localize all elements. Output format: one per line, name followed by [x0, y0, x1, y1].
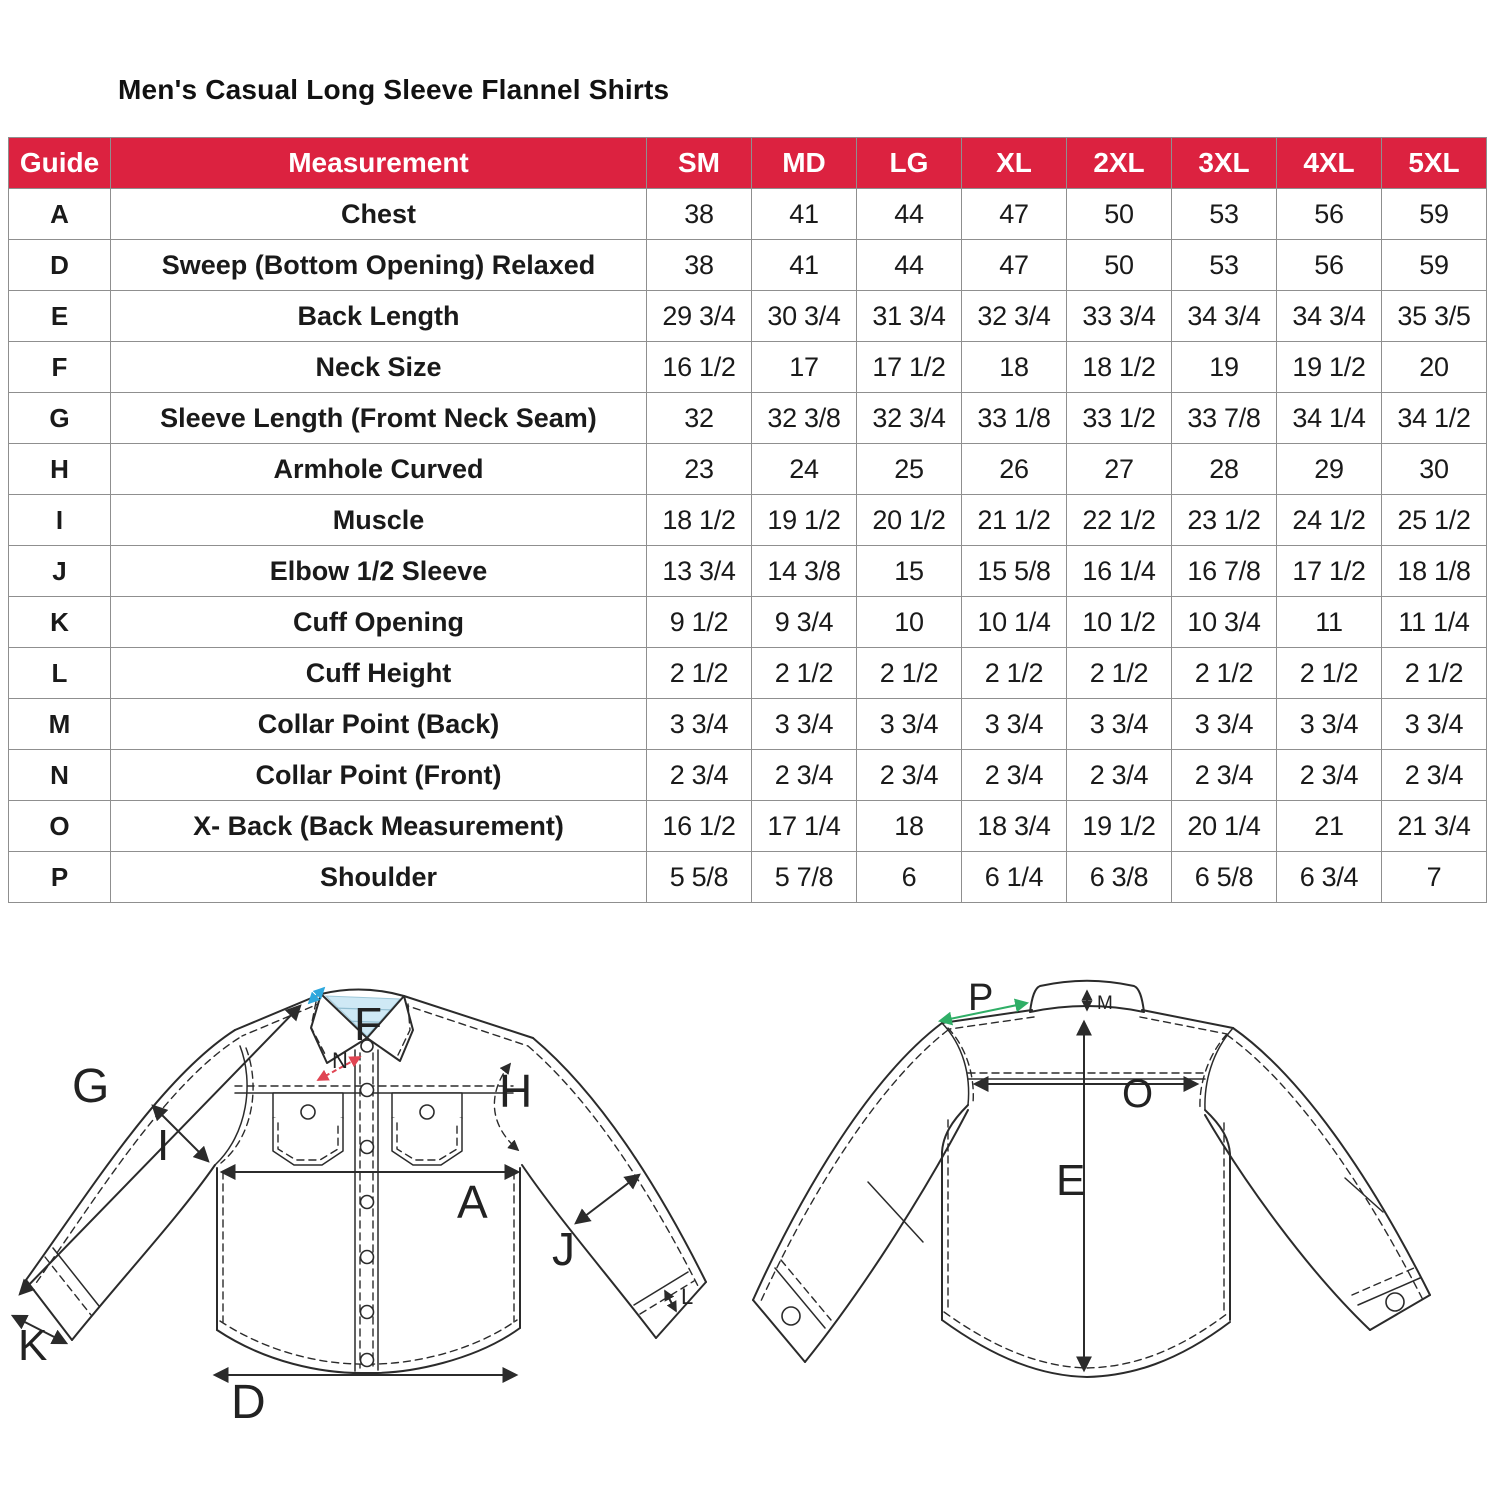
measurement-cell: X- Back (Back Measurement) [111, 801, 647, 852]
value-cell: 17 1/4 [752, 801, 857, 852]
table-body [9, 189, 1487, 903]
table-row [9, 699, 1487, 750]
value-cell: 2 1/2 [1172, 648, 1277, 699]
value-cell: 29 3/4 [647, 291, 752, 342]
value-cell: 33 7/8 [1172, 393, 1277, 444]
header-cell: XL [962, 138, 1067, 189]
value-cell: 2 1/2 [1382, 648, 1487, 699]
value-cell: 10 1/4 [962, 597, 1067, 648]
back-shirt-drawing [753, 977, 1430, 1377]
value-cell: 3 3/4 [1382, 699, 1487, 750]
value-cell: 18 1/2 [647, 495, 752, 546]
value-cell: 21 [1277, 801, 1382, 852]
value-cell: 34 3/4 [1277, 291, 1382, 342]
label-h: H [499, 1065, 533, 1117]
value-cell: 59 [1382, 189, 1487, 240]
label-f: F [353, 998, 383, 1050]
value-cell: 2 1/2 [1277, 648, 1382, 699]
value-cell: 10 1/2 [1067, 597, 1172, 648]
value-cell: 2 1/2 [962, 648, 1067, 699]
value-cell: 19 [1172, 342, 1277, 393]
table-row [9, 750, 1487, 801]
arrow-j [576, 1175, 639, 1223]
guide-cell: M [9, 699, 111, 750]
label-o: O [1122, 1072, 1154, 1116]
measurement-cell: Muscle [111, 495, 647, 546]
value-cell: 30 3/4 [752, 291, 857, 342]
guide-cell: H [9, 444, 111, 495]
value-cell: 17 1/2 [857, 342, 962, 393]
value-cell: 3 3/4 [857, 699, 962, 750]
header-cell: 5XL [1382, 138, 1487, 189]
measurement-cell: Sweep (Bottom Opening) Relaxed [111, 240, 647, 291]
label-l: L [681, 1284, 694, 1309]
value-cell: 10 3/4 [1172, 597, 1277, 648]
front-shirt-drawing [13, 988, 706, 1429]
value-cell: 14 3/8 [752, 546, 857, 597]
measurement-cell: Shoulder [111, 852, 647, 903]
measurement-cell: Chest [111, 189, 647, 240]
value-cell: 5 5/8 [647, 852, 752, 903]
value-cell: 20 [1382, 342, 1487, 393]
value-cell: 9 1/2 [647, 597, 752, 648]
value-cell: 16 1/4 [1067, 546, 1172, 597]
label-d: D [231, 1376, 266, 1429]
value-cell: 6 5/8 [1172, 852, 1277, 903]
value-cell: 59 [1382, 240, 1487, 291]
header-cell: 4XL [1277, 138, 1382, 189]
value-cell: 5 7/8 [752, 852, 857, 903]
label-j: J [552, 1223, 575, 1275]
value-cell: 29 [1277, 444, 1382, 495]
header-cell: LG [857, 138, 962, 189]
guide-cell: E [9, 291, 111, 342]
value-cell: 25 [857, 444, 962, 495]
guide-cell: J [9, 546, 111, 597]
value-cell: 30 [1382, 444, 1487, 495]
guide-cell: D [9, 240, 111, 291]
value-cell: 10 [857, 597, 962, 648]
value-cell: 34 1/2 [1382, 393, 1487, 444]
value-cell: 38 [647, 240, 752, 291]
label-p: P [968, 977, 994, 1019]
measurement-cell: Elbow 1/2 Sleeve [111, 546, 647, 597]
value-cell: 32 3/8 [752, 393, 857, 444]
guide-cell: I [9, 495, 111, 546]
table-header [9, 138, 1487, 189]
guide-cell: O [9, 801, 111, 852]
value-cell: 9 3/4 [752, 597, 857, 648]
value-cell: 15 [857, 546, 962, 597]
value-cell: 2 1/2 [752, 648, 857, 699]
value-cell: 38 [647, 189, 752, 240]
table-row [9, 393, 1487, 444]
value-cell: 32 3/4 [857, 393, 962, 444]
value-cell: 18 1/8 [1382, 546, 1487, 597]
value-cell: 15 5/8 [962, 546, 1067, 597]
value-cell: 16 1/2 [647, 801, 752, 852]
front-shirt-diagram [10, 950, 720, 1490]
size-table [8, 137, 1487, 903]
value-cell: 47 [962, 189, 1067, 240]
value-cell: 2 1/2 [857, 648, 962, 699]
value-cell: 35 3/5 [1382, 291, 1487, 342]
arrow-l [665, 1291, 676, 1311]
measurement-cell: Neck Size [111, 342, 647, 393]
guide-cell: P [9, 852, 111, 903]
value-cell: 32 [647, 393, 752, 444]
measurement-cell: Collar Point (Back) [111, 699, 647, 750]
value-cell: 2 1/2 [1067, 648, 1172, 699]
value-cell: 2 3/4 [752, 750, 857, 801]
value-cell: 33 1/2 [1067, 393, 1172, 444]
measurement-cell: Cuff Height [111, 648, 647, 699]
header-cell: 2XL [1067, 138, 1172, 189]
value-cell: 56 [1277, 189, 1382, 240]
header-cell: 3XL [1172, 138, 1277, 189]
header-cell: MD [752, 138, 857, 189]
value-cell: 3 3/4 [962, 699, 1067, 750]
value-cell: 11 1/4 [1382, 597, 1487, 648]
header-cell: Measurement [111, 138, 647, 189]
value-cell: 11 [1277, 597, 1382, 648]
value-cell: 28 [1172, 444, 1277, 495]
table-row [9, 546, 1487, 597]
table-row [9, 495, 1487, 546]
value-cell: 6 1/4 [962, 852, 1067, 903]
value-cell: 18 [857, 801, 962, 852]
value-cell: 31 3/4 [857, 291, 962, 342]
value-cell: 16 1/2 [647, 342, 752, 393]
measurement-cell: Back Length [111, 291, 647, 342]
page-title: Men's Casual Long Sleeve Flannel Shirts [118, 74, 670, 105]
value-cell: 56 [1277, 240, 1382, 291]
value-cell: 19 1/2 [1277, 342, 1382, 393]
value-cell: 19 1/2 [1067, 801, 1172, 852]
guide-cell: K [9, 597, 111, 648]
value-cell: 2 1/2 [647, 648, 752, 699]
value-cell: 13 3/4 [647, 546, 752, 597]
value-cell: 26 [962, 444, 1067, 495]
value-cell: 2 3/4 [1172, 750, 1277, 801]
measurement-cell: Collar Point (Front) [111, 750, 647, 801]
label-e: E [1056, 1156, 1086, 1205]
guide-cell: L [9, 648, 111, 699]
value-cell: 6 3/4 [1277, 852, 1382, 903]
value-cell: 3 3/4 [1067, 699, 1172, 750]
measurement-cell: Armhole Curved [111, 444, 647, 495]
value-cell: 17 1/2 [1277, 546, 1382, 597]
value-cell: 17 [752, 342, 857, 393]
table-row [9, 444, 1487, 495]
measurement-cell: Sleeve Length (Fromt Neck Seam) [111, 393, 647, 444]
guide-cell: N [9, 750, 111, 801]
value-cell: 3 3/4 [1277, 699, 1382, 750]
value-cell: 2 3/4 [962, 750, 1067, 801]
value-cell: 21 1/2 [962, 495, 1067, 546]
value-cell: 53 [1172, 189, 1277, 240]
value-cell: 27 [1067, 444, 1172, 495]
guide-cell: A [9, 189, 111, 240]
value-cell: 47 [962, 240, 1067, 291]
value-cell: 3 3/4 [647, 699, 752, 750]
table-row [9, 852, 1487, 903]
value-cell: 23 [647, 444, 752, 495]
label-a: A [457, 1176, 488, 1228]
table-row [9, 342, 1487, 393]
value-cell: 6 3/8 [1067, 852, 1172, 903]
table-row [9, 291, 1487, 342]
value-cell: 34 3/4 [1172, 291, 1277, 342]
value-cell: 2 3/4 [1277, 750, 1382, 801]
value-cell: 50 [1067, 189, 1172, 240]
value-cell: 7 [1382, 852, 1487, 903]
value-cell: 2 3/4 [1382, 750, 1487, 801]
value-cell: 50 [1067, 240, 1172, 291]
table-row [9, 597, 1487, 648]
value-cell: 33 1/8 [962, 393, 1067, 444]
value-cell: 18 3/4 [962, 801, 1067, 852]
chest-pocket-left [273, 1093, 343, 1165]
table-header-row [9, 138, 1487, 189]
value-cell: 21 3/4 [1382, 801, 1487, 852]
value-cell: 44 [857, 240, 962, 291]
value-cell: 53 [1172, 240, 1277, 291]
value-cell: 41 [752, 189, 857, 240]
guide-cell: G [9, 393, 111, 444]
measurement-cell: Cuff Opening [111, 597, 647, 648]
header-cell: Guide [9, 138, 111, 189]
header-cell: SM [647, 138, 752, 189]
table-row [9, 648, 1487, 699]
value-cell: 20 1/2 [857, 495, 962, 546]
value-cell: 16 7/8 [1172, 546, 1277, 597]
value-cell: 2 3/4 [1067, 750, 1172, 801]
value-cell: 2 3/4 [647, 750, 752, 801]
table-row [9, 801, 1487, 852]
value-cell: 24 [752, 444, 857, 495]
table-row [9, 240, 1487, 291]
value-cell: 33 3/4 [1067, 291, 1172, 342]
label-k: K [18, 1321, 48, 1370]
value-cell: 23 1/2 [1172, 495, 1277, 546]
chest-pocket-right [392, 1093, 462, 1165]
label-g: G [72, 1060, 110, 1113]
value-cell: 24 1/2 [1277, 495, 1382, 546]
value-cell: 18 [962, 342, 1067, 393]
value-cell: 20 1/4 [1172, 801, 1277, 852]
value-cell: 25 1/2 [1382, 495, 1487, 546]
value-cell: 41 [752, 240, 857, 291]
table-row [9, 189, 1487, 240]
value-cell: 18 1/2 [1067, 342, 1172, 393]
back-shirt-diagram [735, 960, 1485, 1485]
value-cell: 44 [857, 189, 962, 240]
value-cell: 3 3/4 [1172, 699, 1277, 750]
guide-cell: F [9, 342, 111, 393]
value-cell: 34 1/4 [1277, 393, 1382, 444]
label-n: N [332, 1048, 348, 1073]
value-cell: 6 [857, 852, 962, 903]
label-i: I [157, 1121, 170, 1170]
label-m: M [1097, 993, 1113, 1014]
value-cell: 2 3/4 [857, 750, 962, 801]
value-cell: 19 1/2 [752, 495, 857, 546]
value-cell: 22 1/2 [1067, 495, 1172, 546]
value-cell: 32 3/4 [962, 291, 1067, 342]
value-cell: 3 3/4 [752, 699, 857, 750]
